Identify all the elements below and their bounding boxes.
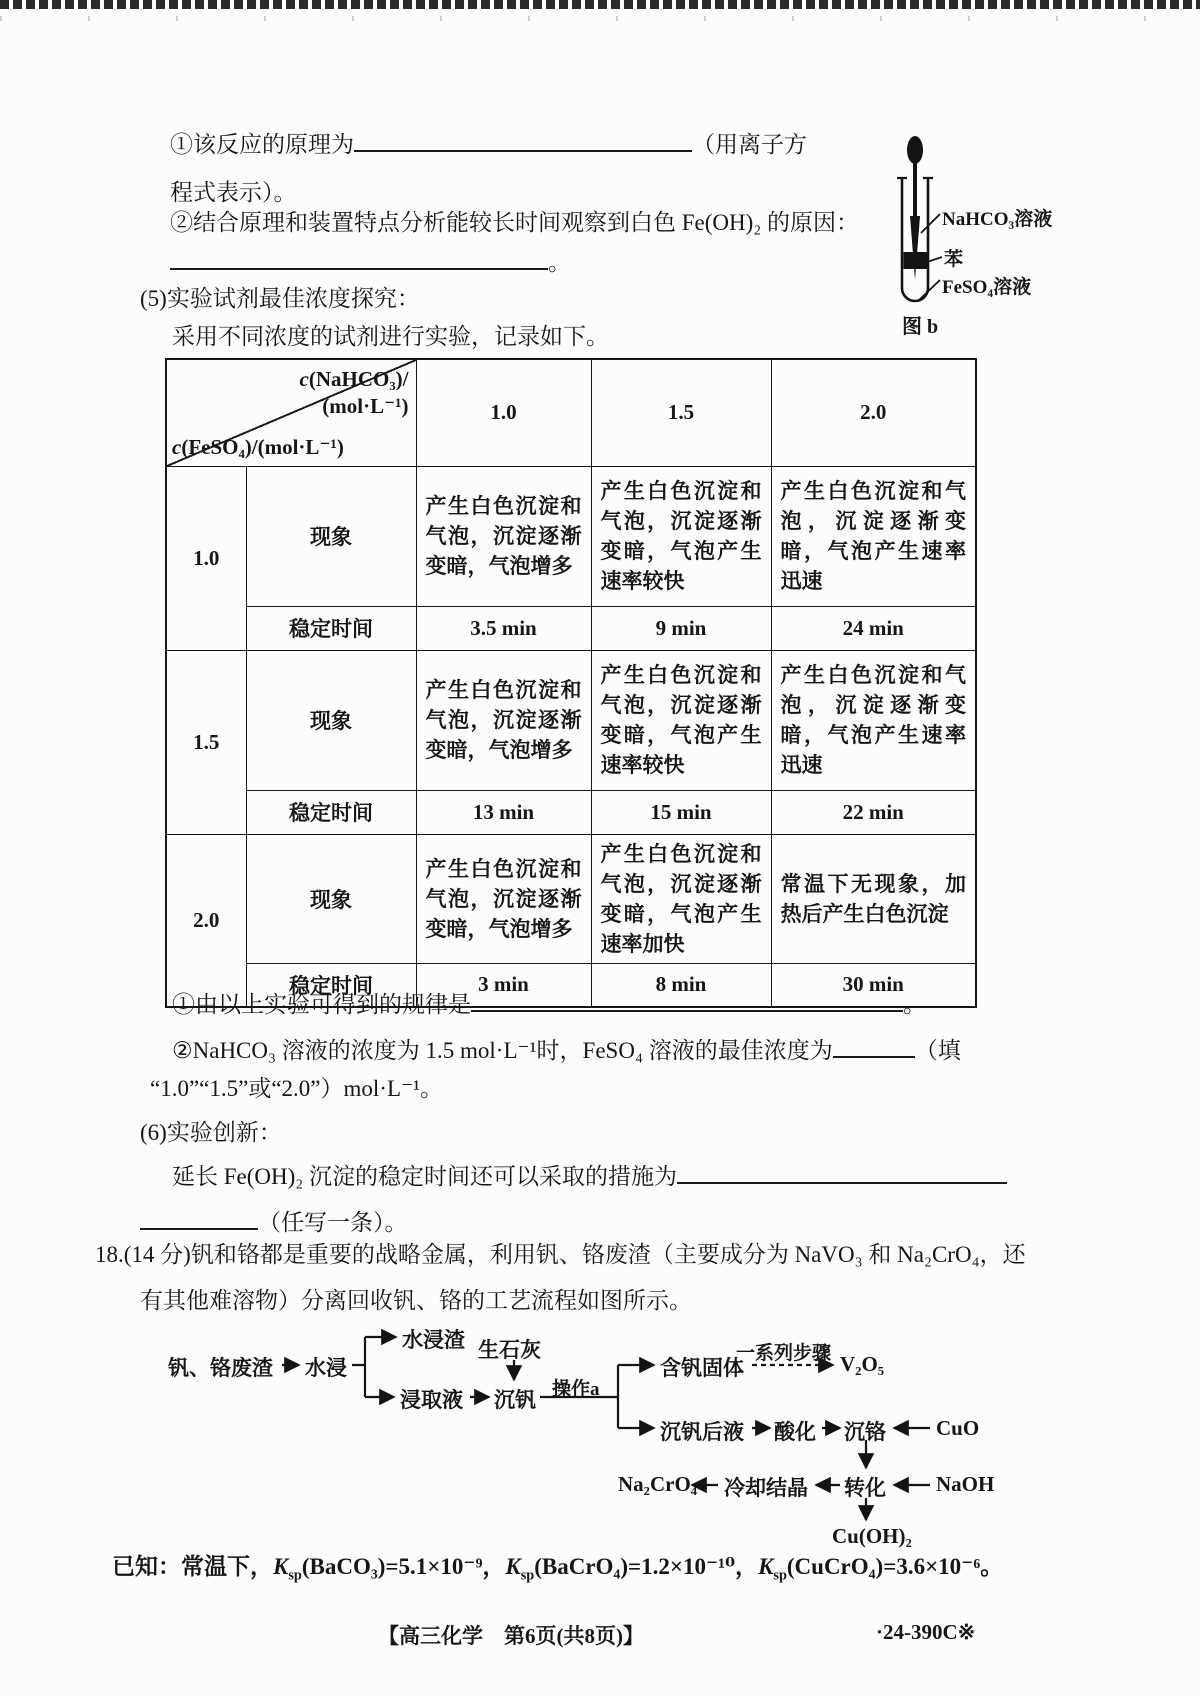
blank-underline: [140, 1204, 258, 1230]
flow-node-convert: 转化: [844, 1476, 886, 1500]
blank-underline: [354, 126, 692, 152]
flow-node-quicklime: 生石灰: [478, 1338, 541, 1362]
row-feso4-1: 1.0: [166, 466, 246, 650]
figure-b-label-benzene: 苯: [944, 249, 964, 270]
table-cell: 13 min: [416, 790, 591, 834]
blank-underline: [170, 244, 548, 270]
table-cell: 产生白色沉淀和气泡，沉淀逐渐变暗，气泡产生速率迅速: [771, 466, 976, 606]
test-tube-outline: [902, 178, 928, 301]
flow-node-post-v-liquid: 沉钒后液: [660, 1420, 744, 1444]
table-cell: 30 min: [771, 963, 976, 1007]
table-diagonal-header: [166, 359, 416, 466]
q17-section6-title: (6)实验创新：: [140, 1120, 282, 1145]
q17-section5-intro: 采用不同浓度的试剂进行实验，记录如下。: [172, 324, 609, 349]
flow-node-cooling-crystallize: 冷却结晶: [724, 1476, 808, 1500]
experiment-table: [165, 358, 977, 1008]
q17-principle-prefix: ①该反应的原理为: [170, 132, 354, 158]
flow-node-precip-v: 沉钒: [494, 1388, 536, 1412]
footer-paper-code: ·24-390C※: [876, 1620, 976, 1644]
flow-node-naoh: NaOH: [936, 1472, 995, 1496]
figure-b-test-tube: [828, 128, 1068, 343]
flow-node-acidify: 酸化: [774, 1420, 816, 1444]
dropper-tip: [910, 216, 920, 280]
figure-b-label-nahco3: NaHCO₃溶液: [942, 209, 1053, 230]
q17-best-conc-line: ②NaHCO₃ 溶液的浓度为 1.5 mol·L⁻¹时，FeSO₄ 溶液的最佳浓度为 （填: [172, 1032, 961, 1066]
diag-header-bottom: c(FeSO₄)/(mol·L⁻¹): [172, 434, 344, 459]
table-cell: 产生白色沉淀和气泡，沉淀逐渐变暗，气泡增多: [416, 650, 591, 790]
col-header-1: 1.0: [416, 359, 591, 466]
q17-best-conc-line2: “1.0”“1.5”或“2.0”）mol·L⁻¹。: [150, 1076, 444, 1101]
known-ksp-line: 已知：常温下，$K_{sp}(BaCO_3)=5.1\times 10^{-9}$，$K_{sp}(BaCrO_4)=1.2\times 10^{-10}$，$K_{sp}(CuCrO_4)=3.6\times 10^{-6}$。: [112, 1554, 1004, 1584]
flow-node-leach-liquor: 浸取液: [400, 1388, 463, 1412]
leader-feso4: [918, 280, 940, 301]
q17-principle-suffix: （用离子方: [692, 132, 807, 158]
table-row-phenomenon-2: [166, 650, 976, 790]
table-cell: 产生白色沉淀和气泡，沉淀逐渐变暗，气泡增多: [416, 834, 591, 963]
table-header-row: [166, 359, 976, 466]
table-cell: 产生白色沉淀和气泡，沉淀逐渐变暗，气泡产生速率加快: [591, 834, 771, 963]
flow-node-cuoh2: Cu(OH)₂: [832, 1524, 912, 1548]
row-feso4-3: 2.0: [166, 834, 246, 1007]
table-row-time-2: [166, 790, 976, 834]
table-cell: 3.5 min: [416, 606, 591, 650]
flow-node-v-solid: 含钒固体: [660, 1356, 744, 1380]
row-label-time: 稳定时间: [246, 790, 416, 834]
col-header-2: 1.5: [591, 359, 771, 466]
table-cell: 产生白色沉淀和气泡，沉淀逐渐变暗，气泡产生速率较快: [591, 650, 771, 790]
q17-section5-title: (5)实验试剂最佳浓度探究：: [140, 286, 420, 311]
diag-header-top: c(NaHCO₃)/ (mol·L⁻¹): [299, 367, 409, 418]
table-cell: 9 min: [591, 606, 771, 650]
table-cell: 22 min: [771, 790, 976, 834]
figure-b-label-feso4: FeSO₄溶液: [942, 277, 1032, 298]
table-cell: 8 min: [591, 963, 771, 1007]
page-edge-perforation: [0, 0, 1200, 9]
benzene-layer: [904, 252, 928, 269]
row-label-phenomenon: 现象: [246, 834, 416, 963]
q17-rule-line: ①由以上实验可得到的规律是 。: [172, 986, 926, 1020]
dropper-stem: [913, 162, 917, 218]
page-edge-ticks: [0, 16, 1200, 21]
q17-section6-line: 延长 Fe(OH)₂ 沉淀的稳定时间还可以采取的措施为: [172, 1158, 1007, 1192]
q17-section6-line2: （任写一条）。: [140, 1204, 408, 1238]
table-cell: 产生白色沉淀和气泡，沉淀逐渐变暗，气泡增多: [416, 466, 591, 606]
table-row-phenomenon-1: [166, 466, 976, 606]
table-cell: 3 min: [416, 963, 591, 1007]
row-label-time: 稳定时间: [246, 606, 416, 650]
q17-line-principle: [170, 126, 807, 160]
table-cell: 15 min: [591, 790, 771, 834]
table-cell: 产生白色沉淀和气泡，沉淀逐渐变暗，气泡产生速率迅速: [771, 650, 976, 790]
dropper-bulb: [907, 136, 923, 164]
leader-nahco3: [921, 214, 940, 233]
flow-node-leach-residue: 水浸渣: [402, 1328, 465, 1352]
col-header-3: 2.0: [771, 359, 976, 466]
blank-underline: [677, 1158, 1007, 1184]
flow-node-v2o5: V₂O₅: [840, 1352, 885, 1376]
table-cell: 常温下无现象，加热后产生白色沉淀: [771, 834, 976, 963]
figure-b-caption: 图 b: [902, 316, 939, 338]
q18-line2: 有其他难溶物）分离回收钒、铬的工艺流程如图所示。: [140, 1288, 692, 1313]
q17-line-reason: ②结合原理和装置特点分析能较长时间观察到白色 Fe(OH)₂ 的原因：: [170, 210, 860, 235]
table-row-time-1: [166, 606, 976, 650]
flow-node-na2cro4: Na₂CrO₄: [618, 1472, 698, 1496]
q17-line-wrap: 程式表示）。: [170, 180, 297, 205]
q17-reason-blank: 。: [170, 244, 571, 278]
row-label-time: 稳定时间: [246, 963, 416, 1007]
blank-underline: [471, 986, 903, 1012]
row-label-phenomenon: 现象: [246, 466, 416, 606]
table-cell: 24 min: [771, 606, 976, 650]
flow-node-precip-cr: 沉铬: [844, 1420, 886, 1444]
row-label-phenomenon: 现象: [246, 650, 416, 790]
flow-label-series-steps: 一系列步骤: [736, 1343, 832, 1364]
table-cell: 产生白色沉淀和气泡，沉淀逐渐变暗，气泡产生速率较快: [591, 466, 771, 606]
flow-node-waste: 钒、铬废渣: [168, 1356, 273, 1380]
flow-node-water-leach: 水浸: [305, 1356, 347, 1380]
q18-line1: 18.(14 分)钒和铬都是重要的战略金属，利用钒、铬废渣（主要成分为 NaVO₃ 和 Na₂CrO₄，还: [95, 1242, 1026, 1267]
blank-underline: [833, 1032, 915, 1058]
flow-node-cuo: CuO: [936, 1416, 980, 1440]
flow-label-operation-a: 操作a: [552, 1379, 600, 1400]
row-feso4-2: 1.5: [166, 650, 246, 834]
table-row-phenomenon-3: [166, 834, 976, 963]
leader-benzene: [927, 257, 942, 262]
footer-page-info: 【高三化学 第6页(共8页)】: [378, 1624, 644, 1648]
bracket-leach: [352, 1337, 365, 1397]
